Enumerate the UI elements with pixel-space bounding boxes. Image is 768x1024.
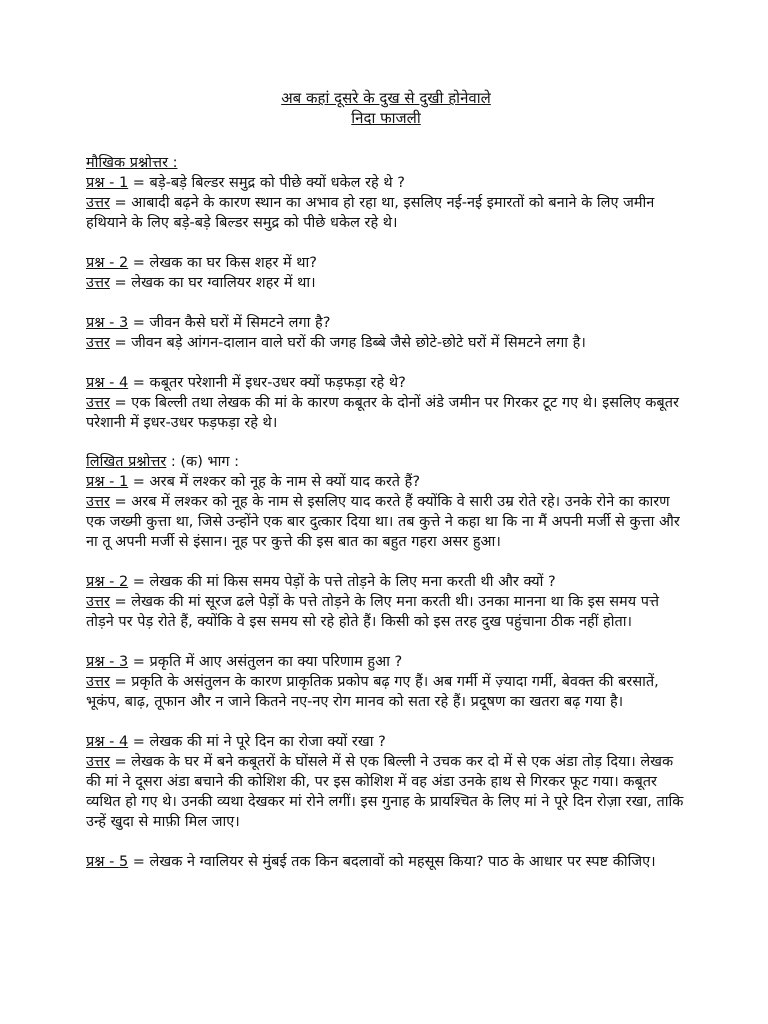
answer-label: उत्तर — [86, 335, 110, 351]
question — [86, 472, 686, 492]
answer — [86, 492, 686, 552]
answer — [86, 193, 686, 233]
oral-qa-3 — [86, 313, 686, 353]
question-label: प्रश्न - 3 — [86, 654, 129, 670]
answer — [86, 333, 686, 353]
question — [86, 732, 686, 752]
answer-text: = लेखक का घर ग्वालियर शहर में था। — [109, 275, 316, 291]
answer-text: = जीवन बड़े आंगन-दालान वाले घरों की जगह डिब्बे जैसे छोटे-छोटे घरों में सिमटने लगा है। — [109, 335, 586, 351]
answer — [86, 393, 686, 433]
answer-label: उत्तर — [86, 195, 110, 211]
question — [86, 852, 686, 872]
question-label: प्रश्न - 2 — [86, 574, 129, 590]
oral-section — [86, 154, 686, 433]
question — [86, 253, 686, 273]
written-qa-2 — [86, 572, 686, 632]
question-text: = अरब में लश्कर को नूह के नाम से क्यों याद करते हैं? — [128, 474, 421, 490]
answer-text: = आबादी बढ़ने के कारण स्थान का अभाव हो रहा था, इसलिए नई-नई इमारतों को बनाने के लिए जमीन हथियाने के लिए बड़े-बड़े बिल्डर समुद्र को पीछे धकेल रहे थे। — [86, 195, 655, 231]
answer-text: = लेखक के घर में बने कबूतरों के घोंसले में से एक बिल्ली ने उचक कर दो में से एक अंडा तोड़ दिया। लेखक की मां ने दूसरा अंडा बचाने की कोशिश की, पर इस कोशिश में वह अंडा उनके हाथ से गिरकर फूट गया। कबूतर व्यथित हो गए थे। उनकी व्यथा देखकर मां रोने लगीं। इस गुनाह के प्रायश्चित के लिए मां ने पूरे दिन रोज़ा रखा, ताकि उन्हें खुदा से माफ़ी मिल जाए। — [86, 754, 684, 830]
answer-text: = लेखक की मां सूरज ढले पेड़ों के पत्ते तोड़ने के लिए मना करती थी। उनका मानना था कि इस समय पत्ते तोड़ने पर पेड़ रोते हैं, क्योंकि वे इस समय सो रहे होते हैं। किसी को इस तरह दुख पहुंचाना ठीक नहीं होता। — [86, 594, 660, 630]
question-label: प्रश्न - 1 — [86, 474, 129, 490]
question-label: प्रश्न - 5 — [86, 854, 129, 870]
chapter-title: अब कहां दूसरे के दुख से दुखी होनेवाले — [281, 89, 491, 107]
answer — [86, 752, 686, 832]
oral-qa-4 — [86, 373, 686, 433]
question — [86, 373, 686, 393]
question-text: = जीवन कैसे घरों में सिमटने लगा है? — [128, 315, 331, 331]
answer-label: उत्तर — [86, 754, 110, 770]
oral-qa-2 — [86, 253, 686, 293]
written-heading: लिखित प्रश्नोत्तर : (क) भाग : — [86, 454, 240, 470]
answer-label: उत्तर — [86, 594, 110, 610]
written-section — [86, 453, 686, 872]
answer-label: उत्तर — [86, 494, 110, 510]
question-text: = लेखक ने ग्वालियर से मुंबई तक किन बदलावों को महसूस किया? पाठ के आधार पर स्पष्ट कीजिए। — [128, 854, 656, 870]
answer-label: उत्तर — [86, 674, 110, 690]
question — [86, 313, 686, 333]
question-text: = कबूतर परेशानी में इधर-उधर क्यों फड़फड़ा रहे थे? — [128, 375, 406, 391]
answer-label: उत्तर — [86, 275, 110, 291]
answer-text: = एक बिल्ली तथा लेखक की मां के कारण कबूतर के दोनों अंडे जमीन पर गिरकर टूट गए थे। इसलिए कबूतर परेशानी में इधर-उधर फड़फड़ा रहे थे। — [86, 395, 679, 431]
question — [86, 572, 686, 592]
question-text: = लेखक का घर किस शहर में था? — [128, 255, 318, 271]
answer-text: = अरब में लश्कर को नूह के नाम से इसलिए याद करते हैं क्योंकि वे सारी उम्र रोते रहे। उनके रोने का कारण एक जख्मी कुत्ता था, जिसे उन्होंने एक बार दुत्कार दिया था। तब कुत्ते ने कहा था कि ना मैं अपनी मर्जी से कुत्ता और ना तू अपनी मर्जी से इंसान। नूह पर कुत्ते की इस बात का बहुत गहरा असर हुआ। — [86, 494, 680, 550]
oral-heading: मौखिक प्रश्नोत्तर : — [86, 155, 178, 171]
written-qa-5 — [86, 852, 686, 872]
answer — [86, 273, 686, 293]
question-text: = बड़े-बड़े बिल्डर समुद्र को पीछे क्यों धकेल रहे थे ? — [128, 175, 405, 191]
answer-label: उत्तर — [86, 395, 110, 411]
question-text: = प्रकृति में आए असंतुलन का क्या परिणाम हुआ ? — [128, 654, 403, 670]
question-label: प्रश्न - 3 — [86, 315, 129, 331]
title-block — [86, 88, 686, 128]
written-qa-3 — [86, 652, 686, 712]
question-text: = लेखक की मां ने पूरे दिन का रोजा क्यों रखा ? — [128, 734, 386, 750]
question — [86, 652, 686, 672]
question-text: = लेखक की मां किस समय पेड़ों के पत्ते तोड़ने के लिए मना करती थी और क्यों ? — [128, 574, 556, 590]
question-label: प्रश्न - 4 — [86, 734, 129, 750]
oral-qa-1 — [86, 173, 686, 233]
answer-text: = प्रकृति के असंतुलन के कारण प्राकृतिक प्रकोप बढ़ गए हैं। अब गर्मी में ज़्यादा गर्मी, बेवक्त की बरसातें, भूकंप, बाढ़, तूफान और न जाने कितने नए-नए रोग मानव को सता रहे हैं। प्रदूषण का खतरा बढ़ गया है। — [86, 674, 659, 710]
question — [86, 173, 686, 193]
question-label: प्रश्न - 1 — [86, 175, 129, 191]
author-name: निदा फाजली — [351, 109, 421, 127]
question-label: प्रश्न - 2 — [86, 255, 129, 271]
answer — [86, 592, 686, 632]
question-label: प्रश्न - 4 — [86, 375, 129, 391]
written-qa-1 — [86, 472, 686, 552]
answer — [86, 672, 686, 712]
written-qa-4 — [86, 732, 686, 832]
